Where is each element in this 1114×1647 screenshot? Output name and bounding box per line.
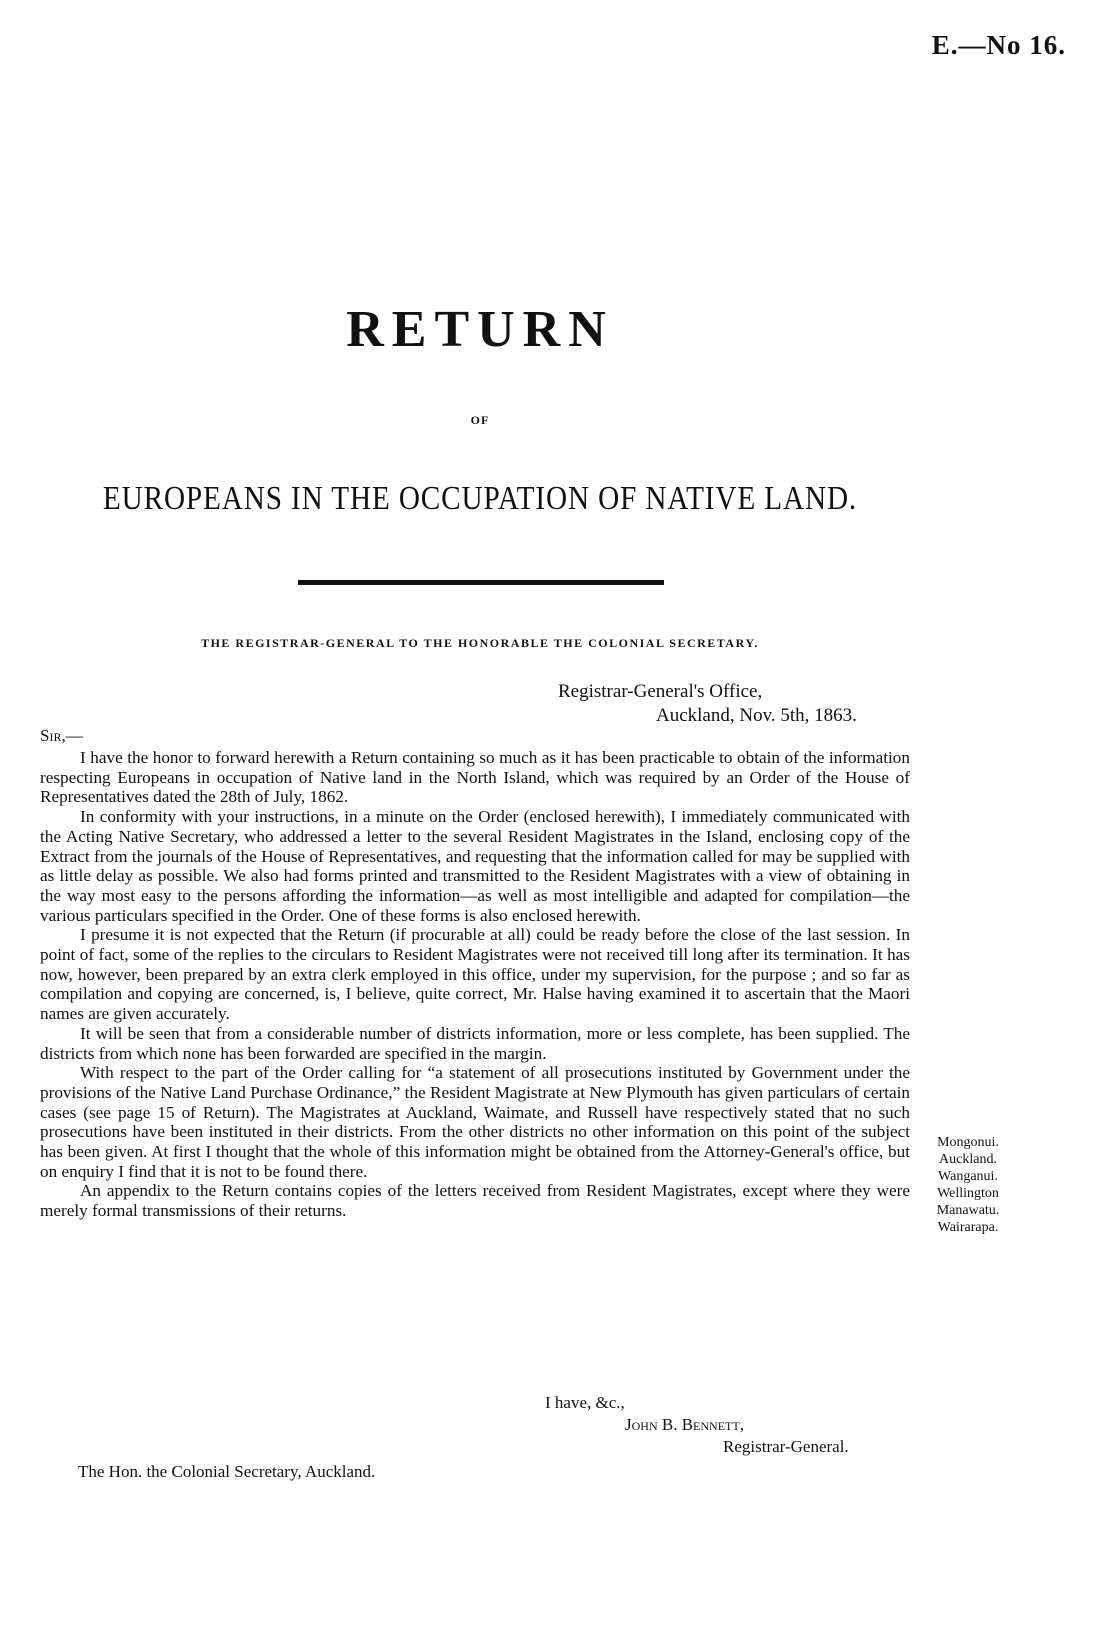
letter-salutation: Sir,— [40, 726, 83, 745]
closing-phrase: I have, &c., [545, 1393, 625, 1412]
margin-district: Wellington [937, 1186, 999, 1201]
letter-body [40, 748, 910, 1221]
letter-addressee: The Hon. the Colonial Secretary, Auckland. [78, 1462, 376, 1481]
letter-paragraph: An appendix to the Return contains copies of the letters received from Resident Magistrates, except where they were merely formal transmissions of their returns. [40, 1181, 910, 1221]
letter-paragraph: It will be seen that from a considerable number of districts information, more or less complete, has been supplied. The districts from which none has been forwarded are specified in the margin. [40, 1023, 910, 1063]
letter-paragraph: In conformity with your instructions, in a minute on the Order (enclosed herewith), I immediately communicated with the Acting Native Secretary, who addressed a letter to the several Resident Magistrates in the Island, enclosing copy of the Extract from the journals of the House of Representatives, and requesting that the information called for may be supplied with as little delay as possible. We also had forms printed and transmitted to the Resident Magistrates with a view of obtaining in the way most easy to the persons affording the information—as well as most intelligible and adapted for compilation—the various particulars specified in the Order. One of these forms is also enclosed herewith. [40, 807, 910, 925]
title-divider [298, 580, 664, 585]
document-subtitle: EUROPEANS IN THE OCCUPATION OF NATIVE LAND. [102, 480, 858, 517]
margin-district: Mongonui. [937, 1135, 999, 1150]
letter-closing [545, 1392, 849, 1458]
letter-office-address [558, 680, 857, 728]
office-line-1: Registrar-General's Office, [558, 681, 763, 702]
margin-district: Wanganui. [938, 1169, 998, 1184]
margin-district: Wairarapa. [937, 1220, 999, 1235]
margin-district-list [918, 1134, 1018, 1236]
letter-heading: THE REGISTRAR-GENERAL TO THE HONORABLE THE COLONIAL SECRETARY. [201, 636, 759, 650]
signatory-name: John B. Bennett, [625, 1415, 744, 1434]
margin-district: Auckland. [939, 1152, 997, 1167]
signatory-title: Registrar-General. [723, 1437, 849, 1456]
letter-paragraph: I presume it is not expected that the Return (if procurable at all) could be ready before the close of the last session. In point of fact, some of the replies to the circulars to Resident Magistrates were not received till long after its termination. It has now, however, been prepared by an extra clerk employed in this office, under my supervision, for the purpose ; and so far as compilation and copying are concerned, is, I believe, quite correct, Mr. Halse having examined it to ascertain that the Maori names are given accurately. [40, 925, 910, 1024]
title-connector: OF [470, 413, 490, 427]
margin-district: Manawatu. [936, 1203, 1000, 1218]
letter-paragraph: I have the honor to forward herewith a Return containing so much as it has been practicable to obtain of the information respecting Europeans in occupation of Native land in the North Island, which was required by an Order of the House of Representatives dated the 28th of July, 1862. [40, 748, 910, 807]
document-reference: E.—No 16. [931, 30, 1066, 60]
letter-paragraph: With respect to the part of the Order calling for “a statement of all prosecutions instituted by Government under the provisions of the Native Land Purchase Ordinance,” the Resident Magistrate at New Plymouth has given particulars of certain cases (see page 15 of Return). The Magistrates at Auckland, Waimate, and Russell have respectively stated that no such prosecutions have been instituted in their districts. From the other districts no other information on this point of the subject has been given. At first I thought that the whole of this information might be obtained from the Attorney-General's office, but on enquiry I find that it is not to be found there. [40, 1063, 910, 1181]
document-title: RETURN [346, 301, 614, 358]
office-line-2: Auckland, Nov. 5th, 1863. [656, 705, 857, 726]
